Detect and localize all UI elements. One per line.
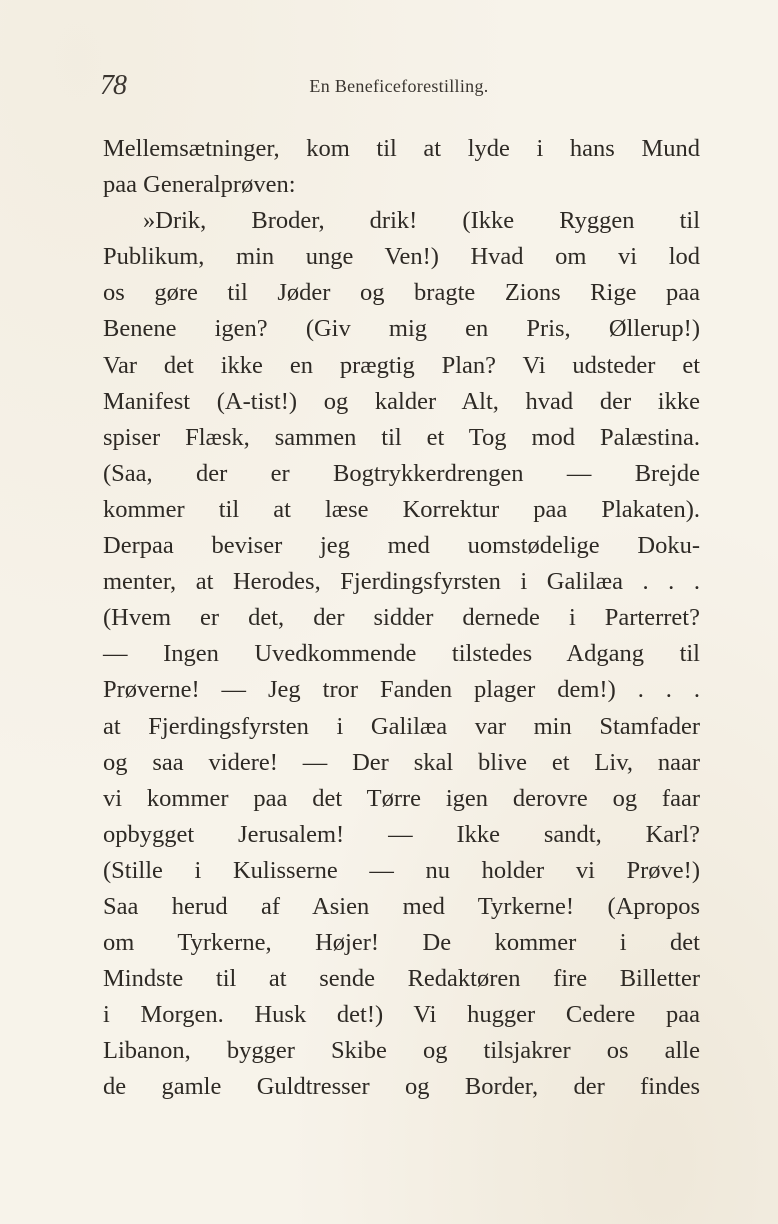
text-line: Mellemsætninger, kom til at lyde i hans Mund bbox=[103, 135, 700, 162]
text-line: Publikum, min unge Ven!) Hvad om vi lod bbox=[103, 243, 700, 271]
text-line: Derpaa beviser jeg med uomstødelige Doku- bbox=[103, 532, 700, 560]
text-line: Var det ikke en prægtig Plan? Vi udsteder et bbox=[103, 351, 700, 379]
text-line: om Tyrkerne, Højer! De kommer i det bbox=[103, 929, 700, 957]
text-line: Prøverne! — Jeg tror Fanden plager dem!) . . . bbox=[103, 676, 700, 704]
text-line: opbygget Jerusalem! — Ikke sandt, Karl? bbox=[103, 820, 700, 848]
text-line: i Morgen. Husk det!) Vi hugger Cedere paa bbox=[103, 1001, 700, 1029]
text-line: og saa videre! — Der skal blive et Liv, naar bbox=[103, 748, 700, 776]
text-line: os gøre til Jøder og bragte Zions Rige paa bbox=[103, 279, 700, 307]
text-line: at Fjerdingsfyrsten i Galilæa var min Stamfader bbox=[103, 712, 700, 740]
text-line: spiser Flæsk, sammen til et Tog mod Palæstina. bbox=[103, 423, 700, 451]
text-line: vi kommer paa det Tørre igen derovre og faar bbox=[103, 784, 700, 812]
text-line: Libanon, bygger Skibe og tilsjakrer os alle bbox=[103, 1037, 700, 1065]
text-line: Benene igen? (Giv mig en Pris, Øllerup!) bbox=[103, 315, 700, 343]
text-line: (Saa, der er Bogtrykkerdrengen — Brejde bbox=[103, 459, 700, 487]
text-line: (Hvem er det, der sidder dernede i Parterret? bbox=[103, 604, 700, 632]
text-line: Saa herud af Asien med Tyrkerne! (Apropos bbox=[103, 892, 700, 920]
page-number: 78 bbox=[100, 70, 126, 101]
text-line: paa Generalprøven: bbox=[103, 171, 296, 199]
text-line: menter, at Herodes, Fjerdingsfyrsten i Galilæa . . . bbox=[103, 568, 700, 596]
text-line: de gamle Guldtresser og Border, der findes bbox=[103, 1073, 700, 1101]
text-line: (Stille i Kulisserne — nu holder vi Prøve!) bbox=[103, 856, 700, 884]
text-line: kommer til at læse Korrektur paa Plakaten). bbox=[103, 495, 700, 523]
text-line: »Drik, Broder, drik! (Ikke Ryggen til bbox=[143, 207, 700, 235]
running-title: En Beneficeforestilling. bbox=[309, 76, 489, 96]
body-text bbox=[103, 131, 700, 1106]
text-line: Manifest (A-tist!) og kalder Alt, hvad der ikke bbox=[103, 387, 700, 415]
text-line: Mindste til at sende Redaktøren fire Billetter bbox=[103, 965, 700, 993]
text-line: — Ingen Uvedkommende tilstedes Adgang til bbox=[103, 640, 700, 668]
